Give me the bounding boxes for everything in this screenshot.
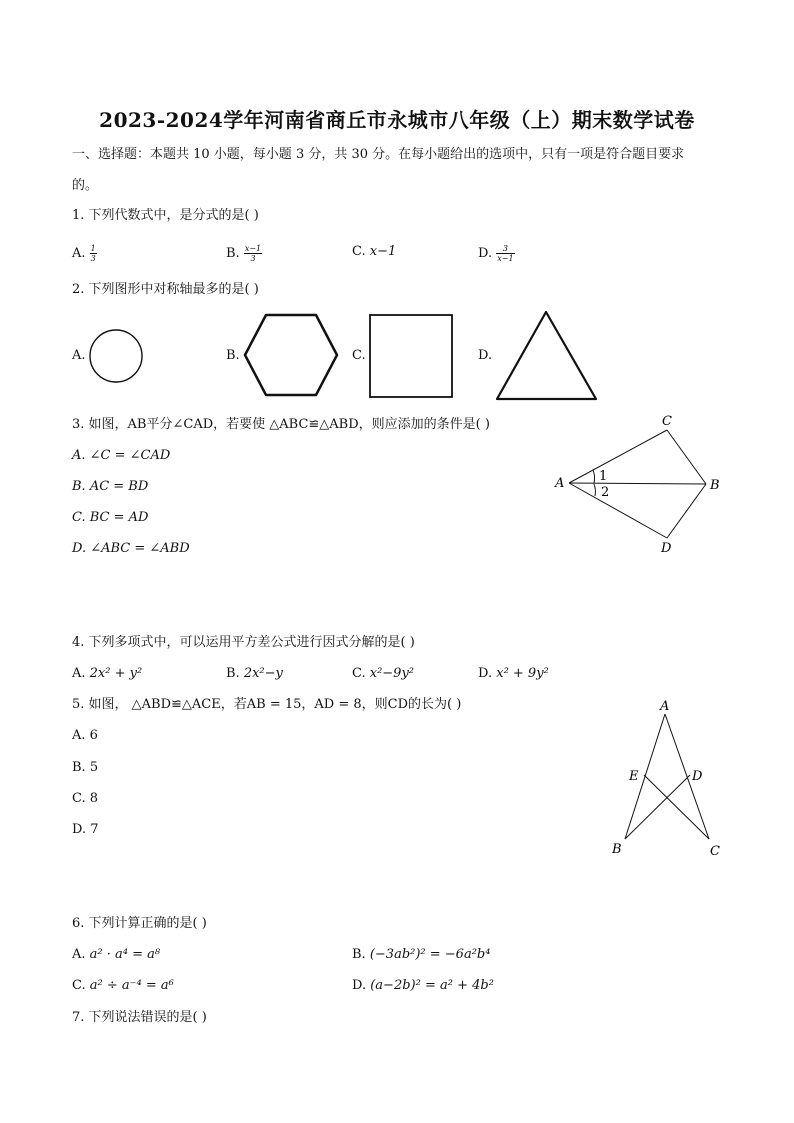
q5-segment-ce (644, 775, 709, 839)
q3-kite-figure (550, 410, 730, 560)
q1-stem: 1. 下列代数式中，是分式的是( ) (72, 208, 259, 223)
q4-option-b (226, 666, 283, 682)
q6-option-d-prefix: D. (352, 978, 371, 993)
q1-d-denominator: x−1 (497, 254, 514, 263)
q6-option-c-expr: a² ÷ a⁻⁴ = a⁶ (89, 978, 174, 993)
q1-a-denominator: 3 (90, 254, 96, 263)
q2-option-b: B. (226, 348, 240, 363)
q3-option-c: C. BC = AD (72, 510, 149, 525)
q4-option-d-expr: x² + 9y² (496, 666, 549, 681)
q1-option-a (72, 244, 97, 263)
q6-option-c-prefix: C. (72, 978, 90, 993)
q6-option-b (352, 947, 490, 963)
q2-hexagon-figure (244, 314, 338, 398)
q4-option-a (72, 666, 142, 682)
q3-segment-ad (569, 483, 667, 538)
q6-option-c (72, 978, 174, 994)
q6-option-b-prefix: B. (352, 947, 370, 962)
q5-label-c: C (710, 844, 720, 859)
q5-label-e: E (629, 769, 639, 784)
q1-b-numerator: x−1 (244, 244, 262, 253)
q2-option-d: D. (478, 348, 493, 363)
q5-option-c: C. 8 (72, 791, 99, 806)
q4-option-a-prefix: A. (72, 666, 90, 681)
q3-label-angle1: 1 (599, 469, 608, 484)
q5-triangle-figure (606, 696, 726, 861)
q4-stem: 4. 下列多项式中，可以运用平方差公式进行因式分解的是( ) (72, 635, 415, 650)
q1-option-d-fraction (496, 244, 514, 263)
q6-stem: 6. 下列计算正确的是( ) (72, 916, 207, 931)
q5-option-a: A. 6 (72, 728, 98, 743)
q3-label-angle2: 2 (601, 485, 610, 500)
q3-segment-db (667, 484, 706, 538)
q2-stem: 2. 下列图形中对称轴最多的是( ) (72, 282, 259, 297)
q4-option-b-expr: 2x²−y (243, 666, 283, 681)
q1-option-b-prefix: B. (226, 246, 244, 261)
q4-option-c-expr: x²−9y² (369, 666, 415, 681)
q5-stem: 5. 如图， △ABD≌△ACE，若AB = 15，AD = 8，则CD的长为( ) (72, 697, 462, 712)
q1-b-denominator: 3 (250, 254, 256, 263)
q2-option-a: A. (72, 348, 86, 363)
q4-option-d-prefix: D. (478, 666, 497, 681)
q2-triangle-figure (495, 310, 597, 402)
q4-option-d (478, 666, 549, 682)
q3-angle1-arc (593, 470, 595, 483)
q3-stem: 3. 如图，AB平分∠CAD，若要使 △ABC≌△ABD，则应添加的条件是( ) (72, 417, 490, 432)
q5-option-b: B. 5 (72, 760, 99, 775)
q3-option-a: A. ∠C = ∠CAD (72, 448, 171, 463)
q3-label-d: D (661, 541, 672, 556)
q3-label-a: A (555, 476, 565, 491)
q1-option-d (478, 244, 515, 263)
q6-option-b-expr: (−3ab²)² = −6a²b⁴ (369, 947, 491, 962)
q3-angle2-arc (594, 484, 595, 496)
section-instructions-line2: 的。 (72, 178, 99, 193)
q1-option-b (226, 244, 262, 263)
q3-segment-ab (569, 483, 706, 484)
q3-segment-cb (667, 430, 706, 484)
q3-segment-ac (569, 430, 667, 483)
q6-option-d (352, 978, 494, 994)
q6-option-d-expr: (a−2b)² = a² + 4b² (370, 978, 494, 993)
q5-label-d: D (692, 769, 703, 784)
q7-stem: 7. 下列说法错误的是( ) (72, 1010, 207, 1025)
q5-label-a: A (660, 699, 670, 714)
q6-option-a-prefix: A. (72, 947, 90, 962)
q3-option-b: B. AC = BD (72, 479, 149, 494)
section-instructions-line1: 一、选择题：本题共 10 小题，每小题 3 分，共 30 分。在每小题给出的选项中，只有一项是符合题目要求 (72, 147, 685, 162)
q3-label-b: B (710, 478, 720, 493)
q1-option-c-expr: x−1 (369, 244, 397, 259)
q2-circle-figure (88, 328, 144, 384)
q1-option-a-prefix: A. (72, 246, 90, 261)
q1-option-c (352, 244, 396, 260)
q1-option-d-prefix: D. (478, 246, 497, 261)
q6-option-a (72, 947, 160, 963)
q5-option-d: D. 7 (72, 822, 99, 837)
q2-option-c: C. (352, 348, 366, 363)
q4-option-a-expr: 2x² + y² (89, 666, 143, 681)
q5-label-b: B (612, 842, 622, 857)
q1-option-b-fraction (244, 244, 262, 263)
exam-title: 2023-2024学年河南省商丘市永城市八年级（上）期末数学试卷 (99, 108, 695, 132)
q1-option-a-fraction (90, 244, 97, 263)
q3-label-c: C (662, 414, 672, 429)
q6-option-a-expr: a² · a⁴ = a⁸ (89, 947, 161, 962)
q4-option-c (352, 666, 414, 682)
q4-option-b-prefix: B. (226, 666, 244, 681)
q4-option-c-prefix: C. (352, 666, 370, 681)
q1-d-numerator: 3 (496, 244, 514, 254)
q3-option-d: D. ∠ABC = ∠ABD (72, 541, 190, 556)
q1-a-numerator: 1 (90, 244, 96, 253)
q1-option-c-prefix: C. (352, 244, 370, 259)
q2-square-figure (369, 314, 453, 398)
